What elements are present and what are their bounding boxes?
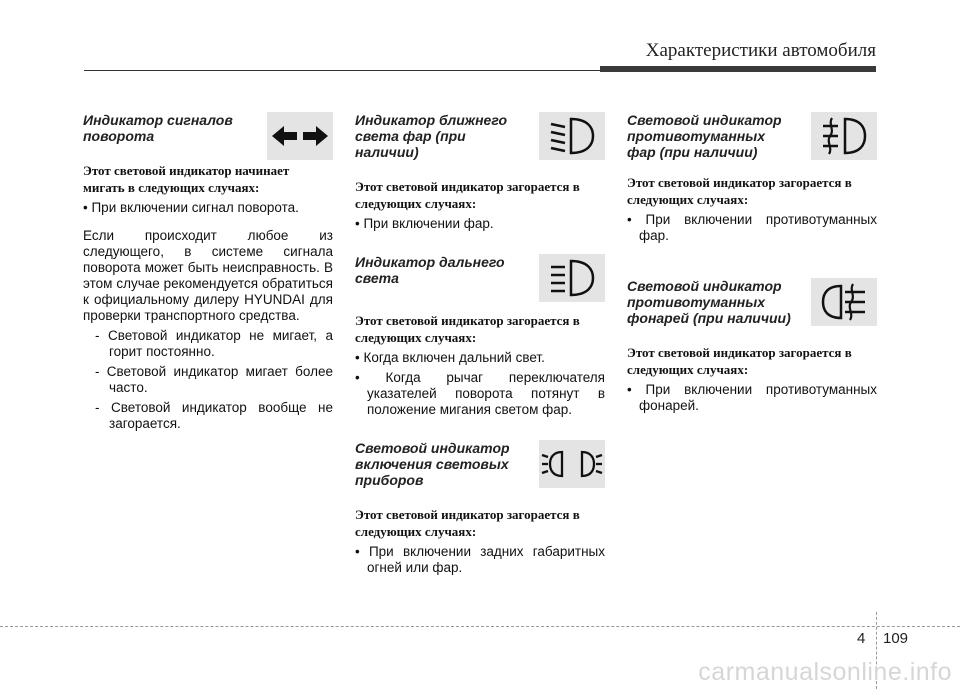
page-number: 109: [883, 630, 909, 647]
section-turn-signal: [83, 112, 333, 432]
bullet-item: • При включении сигнал поворота.: [83, 200, 299, 215]
section-heading: Световой индикатор включения световых приборов: [355, 440, 510, 488]
position-lamp-icon: [539, 440, 605, 488]
section-lead: Этот световой индикатор загорается в следующих случаях:: [355, 179, 580, 211]
section-front-fog: [627, 112, 877, 244]
section-lead: Этот световой индикатор загорается в следующих случаях:: [627, 345, 852, 377]
chapter-number: 4: [857, 630, 866, 647]
column-fog-lamps: [627, 112, 877, 414]
front-fog-lamp-icon: [811, 112, 877, 160]
section-heading: Индикатор ближнего света фар (при наличии): [355, 112, 508, 160]
section-low-beam: [355, 112, 605, 232]
dash-item: - Световой индикатор вообще не загорается.: [95, 400, 333, 431]
column-headlamps: [355, 112, 605, 576]
section-position-lamps: [355, 440, 605, 576]
bullet-item: • Когда включен дальний свет.: [355, 350, 545, 365]
column-turn-signal: [83, 112, 333, 432]
section-lead: Этот световой индикатор начинает мигать в следующих случаях:: [83, 163, 290, 195]
section-heading: Световой индикатор противотуманных фар (при наличии): [627, 112, 782, 160]
bullet-item: • При включении противотуманных фонарей.: [627, 382, 877, 413]
high-beam-icon: [539, 254, 605, 302]
dash-item: - Световой индикатор не мигает, а горит постоянно.: [95, 328, 333, 359]
bullet-item: • При включении противотуманных фар.: [627, 212, 877, 243]
section-heading: Световой индикатор противотуманных фонарей (при наличии): [627, 278, 791, 326]
body-paragraph: Если происходит любое из следующего, в системе сигнала поворота может быть неисправность. В этом случае рекомендуется обратиться к официальному дилеру HYUNDAI для проверки транспортного средства.: [83, 228, 333, 323]
section-lead: Этот световой индикатор загорается в следующих случаях:: [355, 507, 580, 539]
section-lead: Этот световой индикатор загорается в следующих случаях:: [627, 175, 852, 207]
footer-rule: [0, 626, 960, 627]
bullet-item: • При включении фар.: [355, 216, 494, 231]
dash-item: - Световой индикатор мигает более часто.: [95, 364, 333, 395]
section-heading: Индикатор сигналов поворота: [83, 112, 233, 144]
bullet-item: • Когда рычаг переключателя указателей поворота потянут в положение мигания светом фар.: [355, 370, 605, 417]
page-header-title: Характеристики автомобиля: [645, 40, 876, 61]
bullet-item: • При включении задних габаритных огней или фар.: [355, 544, 605, 575]
section-lead: Этот световой индикатор загорается в следующих случаях:: [355, 313, 580, 345]
rear-fog-lamp-icon: [811, 278, 877, 326]
low-beam-icon: [539, 112, 605, 160]
header-rule-accent: [600, 66, 876, 72]
turn-signal-arrows-icon: [267, 112, 333, 160]
section-heading: Индикатор дальнего света: [355, 254, 505, 286]
watermark: carmanualsonline.info: [698, 658, 952, 686]
section-rear-fog: [627, 278, 877, 414]
section-high-beam: [355, 254, 605, 418]
